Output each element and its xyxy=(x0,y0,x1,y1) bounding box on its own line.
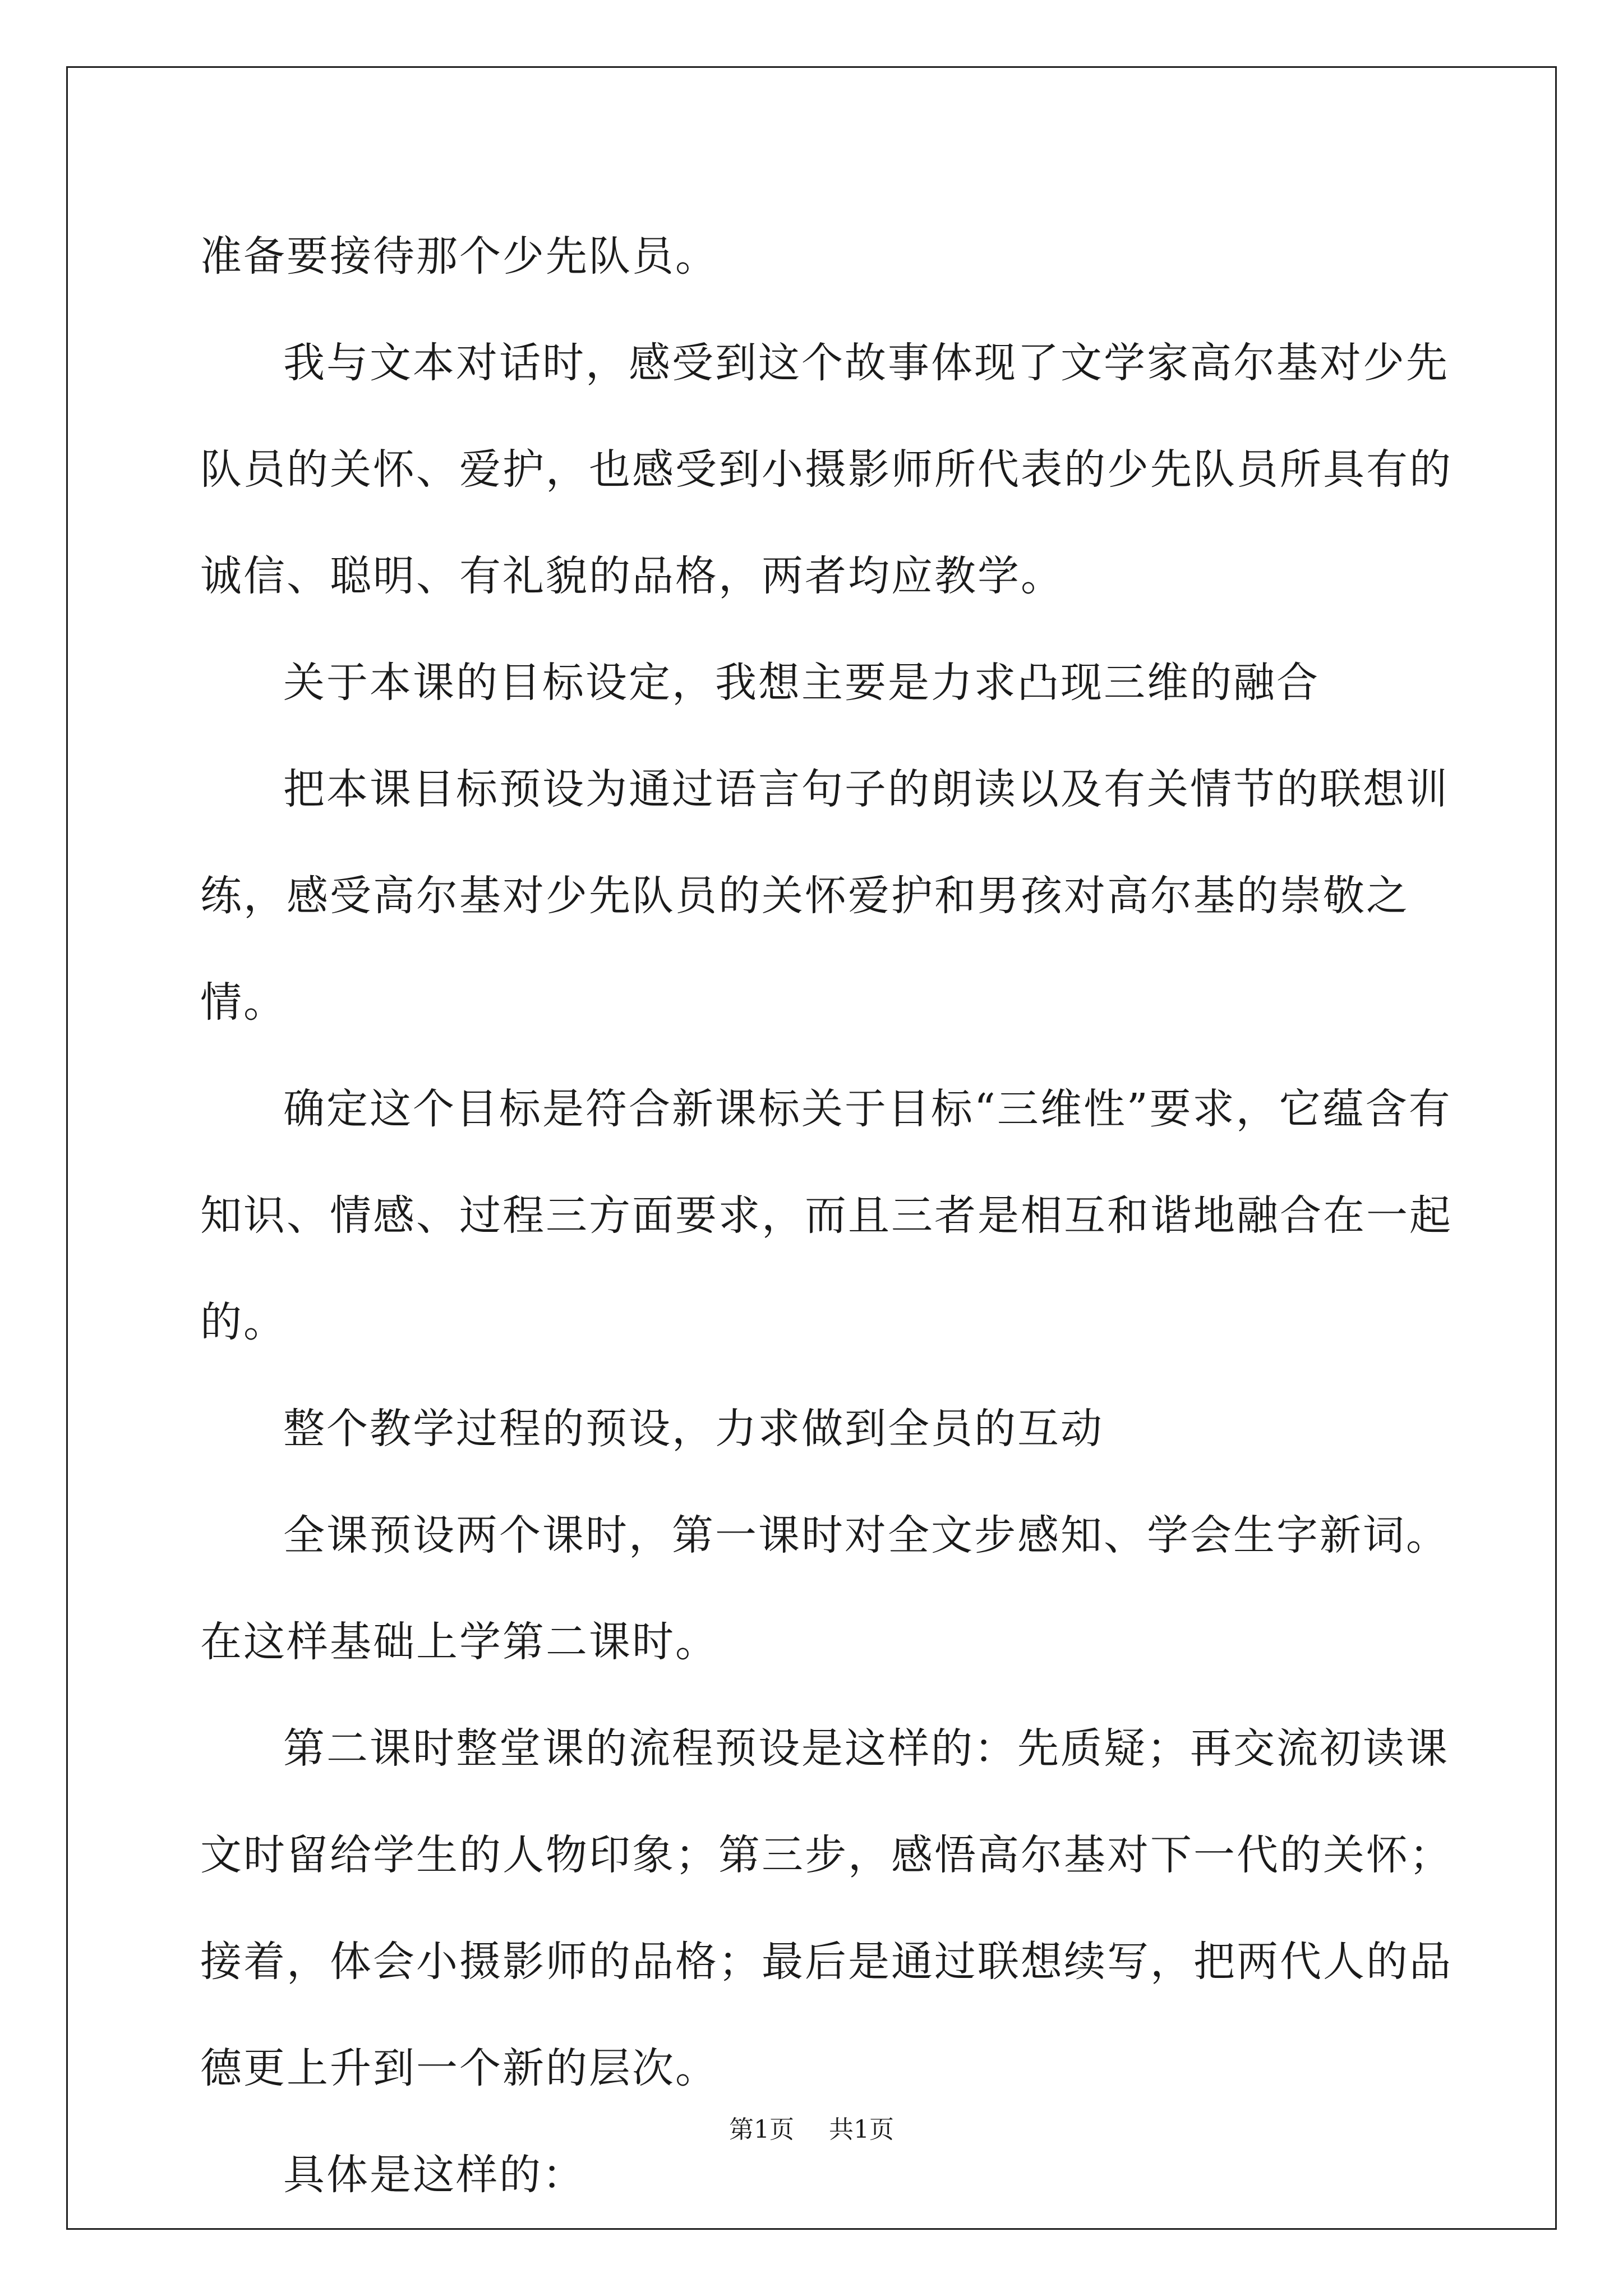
page-number: 第1页 xyxy=(729,2115,794,2144)
paragraph: 全课预设两个课时，第一课时对全文步感知、学会生字新词。在这样基础上学第二课时。 xyxy=(200,1511,1449,1666)
paragraph: 把本课目标预设为通过语言句子的朗读以及有关情节的联想训练，感受高尔基对少先队员的关怀爱护和男孩对高尔基的崇敬之情。 xyxy=(200,765,1449,1027)
document-body xyxy=(200,203,1456,2228)
paragraph: 关于本课的目标设定，我想主要是力求凸现三维的融合 xyxy=(283,659,1320,707)
paragraph: 确定这个目标是符合新课标关于目标“三维性”要求，它蕴含有知识、情感、过程三方面要求，而且三者是相互和谐地融合在一起的。 xyxy=(200,1085,1453,1346)
paragraph: 准备要接待那个少先队员。 xyxy=(200,232,718,280)
paragraph: 整个教学过程的预设，力求做到全员的互动 xyxy=(283,1405,1104,1453)
page-footer xyxy=(0,2109,1623,2145)
paragraph: 第二课时整堂课的流程预设是这样的：先质疑；再交流初读课文时留给学生的人物印象；第三步，感悟高尔基对下一代的关怀；接着，体会小摄影师的品格；最后是通过联想续写，把两代人的品德更上升到一个新的层次。 xyxy=(200,1724,1453,2092)
paragraph: 我与文本对话时，感受到这个故事体现了文学家高尔基对少先队员的关怀、爱护，也感受到小摄影师所代表的少先队员所具有的诚信、聪明、有礼貌的品格，两者均应教学。 xyxy=(200,339,1453,600)
page-total: 共1页 xyxy=(829,2115,894,2144)
paragraph: 具体是这样的： xyxy=(283,2151,585,2199)
